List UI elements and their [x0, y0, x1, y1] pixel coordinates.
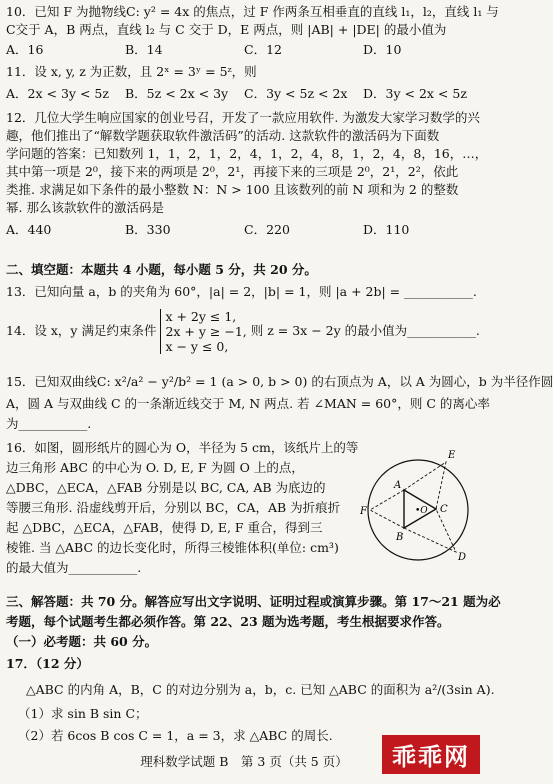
q12-option-d: D．110 [363, 222, 410, 237]
q14-cond1: x + 2y ≤ 1, [165, 309, 237, 324]
q17-stem: △ABC 的内角 A，B，C 的对边分别为 a，b，c. 已知 △ABC 的面积为 a²/(3sin A). [26, 682, 495, 697]
q12-line3: 学问题的答案：已知数列 1，1，2，1，2，4，1，2，4，8，1，2，4，8，16，…， [6, 146, 488, 161]
q15-line2: A，圆 A 与双曲线 C 的一条渐近线交于 M, N 两点. 若 ∠MAN = 60°，则 C 的离心率 [6, 396, 490, 411]
q11-option-d: D．3y < 2x < 5z [363, 86, 467, 101]
q14-constraints [160, 309, 246, 354]
q17-title: 17．（12 分） [6, 656, 89, 671]
watermark-logo: 乖乖网 [382, 735, 480, 774]
section2-heading: 二、填空题：本题共 4 小题，每小题 5 分，共 20 分。 [6, 262, 317, 277]
q12-option-b: B．330 [125, 222, 171, 237]
q10-option-d: D．10 [363, 42, 402, 57]
label-c: C [440, 504, 448, 515]
q13-text: 13．已知向量 a，b 的夹角为 60°，|a| = 2，|b| = 1，则 |a + 2b| = ___________. [6, 284, 477, 299]
q10-line1: 10．已知 F 为抛物线C: y² = 4x 的焦点，过 F 作两条互相垂直的直线 l₁，l₂，直线 l₁ 与 [6, 4, 499, 19]
q16-line1: 16．如图，圆形纸片的圆心为 O，半径为 5 cm，该纸片上的等 [6, 440, 359, 455]
q14-cond3: x − y ≤ 0, [165, 339, 229, 354]
section3-line1: 三、解答题：共 70 分。解答应写出文字说明、证明过程或演算步骤。第 17～21 题为必 [6, 594, 501, 609]
q10-option-b: B．14 [125, 42, 163, 57]
label-e: E [448, 450, 456, 461]
q16-line5: 起 △DBC，△ECA，△FAB，使得 D, E, F 重合，得到三 [6, 520, 323, 535]
label-d: D [458, 552, 467, 563]
q15-line1: 15．已知双曲线C: x²/a² − y²/b² = 1 (a > 0, b > 0) 的右顶点为 A，以 A 为圆心，b 为半径作圆 [6, 374, 553, 389]
q16-line2: 边三角形 ABC 的中心为 O. D, E, F 为圆 O 上的点， [6, 460, 304, 475]
q16-line3: △DBC，△ECA，△FAB 分别是以 BC, CA, AB 为底边的 [6, 480, 326, 495]
label-a: A [394, 480, 402, 491]
q11-option-c: C．3y < 5z < 2x [244, 86, 348, 101]
q15-line3: 为___________. [6, 416, 92, 431]
q10-line2: C交于 A，B 两点，直线 l₂ 与 C 交于 D，E 两点，则 |AB| + |DE| 的最小值为 [6, 22, 447, 37]
q12-line1: 12．几位大学生响应国家的创业号召，开发了一款应用软件. 为激发大家学习数学的兴 [6, 110, 480, 125]
q12-line2: 趣，他们推出了“解数学题获取软件激活码”的活动. 这款软件的激活码为下面数 [6, 128, 440, 143]
q14-row [6, 306, 482, 356]
label-f: F [360, 506, 367, 517]
q16-figure [360, 448, 482, 566]
page-footer: 理科数学试题 B 第 3 页（共 5 页） [140, 754, 348, 769]
q11-line1: 11．设 x, y, z 为正数，且 2ˣ = 3ʸ = 5ᶻ，则 [6, 64, 257, 79]
q10-option-c: C．12 [244, 42, 282, 57]
q12-option-c: C．220 [244, 222, 290, 237]
section3-line2: 考题，每个试题考生都必须作答。第 22、23 题为选考题，考生根据要求作答。 [6, 614, 450, 629]
label-b: B [396, 532, 404, 543]
q16-line4: 等腰三角形. 沿虚线剪开后，分别以 BC，CA，AB 为折痕折 [6, 500, 341, 515]
q10-option-a: A．16 [6, 42, 44, 57]
q14-suffix: 则 z = 3x − 2y 的最小值为___________. [250, 323, 480, 338]
q17-part2: （2）若 6cos B cos C = 1，a = 3，求 △ABC 的周长. [18, 728, 333, 743]
q12-line4: 其中第一项是 2⁰，接下来的两项是 2⁰，2¹，再接下来的三项是 2⁰，2¹，2²，依此 [6, 164, 459, 179]
q10-options [6, 42, 482, 58]
q12-line5: 类推. 求满足如下条件的最小整数 N：N > 100 且该数列的前 N 项和为 2 的整数 [6, 182, 459, 197]
q17-part1: （1）求 sin B sin C； [18, 706, 148, 721]
q11-option-b: B．5z < 2x < 3y [125, 86, 229, 101]
q16-line7: 的最大值为___________. [6, 560, 142, 575]
q11-option-a: A．2x < 3y < 5z [6, 86, 109, 101]
section3-sub: （一）必考题：共 60 分。 [6, 634, 158, 649]
q14-prefix: 14．设 x，y 满足约束条件 [6, 323, 157, 338]
q12-options [6, 222, 482, 238]
label-o: •O [415, 506, 428, 516]
q16-line6: 棱锥. 当 △ABC 的边长变化时，所得三棱锥体积(单位: cm³) [6, 540, 339, 555]
q11-options [6, 86, 482, 102]
q14-cond2: 2x + y ≥ −1, [165, 324, 247, 339]
q12-line6: 幂. 那么该款软件的激活码是 [6, 200, 164, 215]
q12-option-a: A．440 [6, 222, 52, 237]
